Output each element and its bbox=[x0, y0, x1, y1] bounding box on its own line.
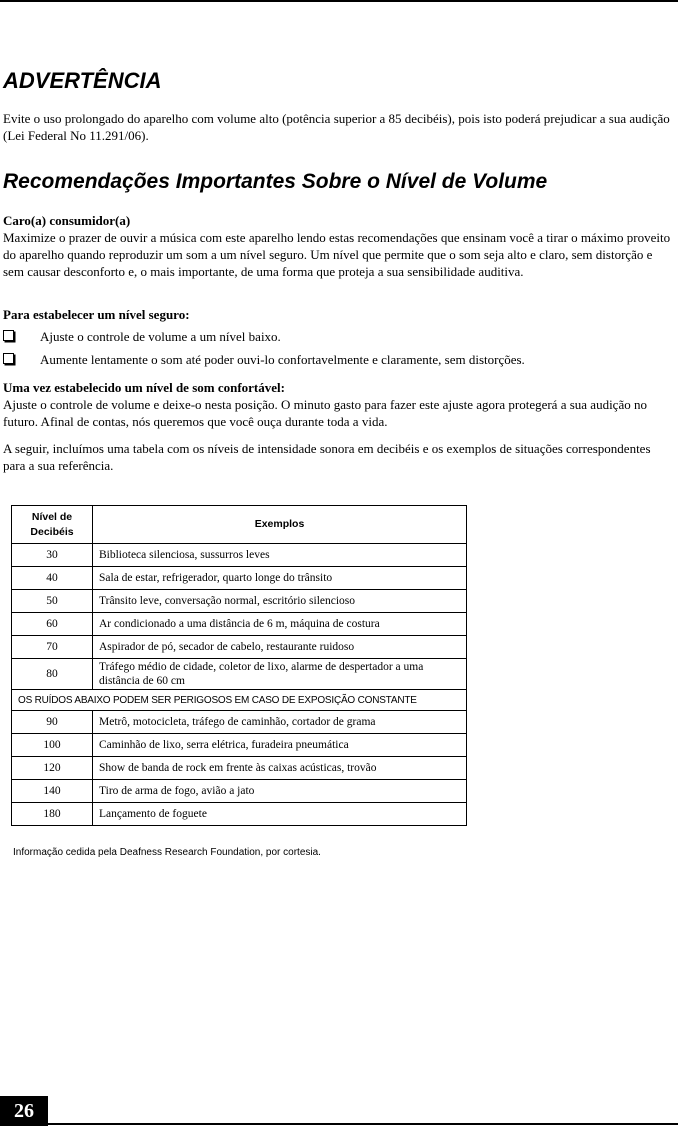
example-cell: Lançamento de foguete bbox=[93, 803, 467, 826]
table-row bbox=[12, 544, 467, 567]
example-cell: Show de banda de rock em frente às caixas acústicas, trovão bbox=[93, 757, 467, 780]
decibel-cell: 70 bbox=[12, 636, 93, 659]
example-cell: Trânsito leve, conversação normal, escritório silencioso bbox=[93, 590, 467, 613]
checkbox-icon bbox=[3, 353, 14, 364]
warning-text: Evite o uso prolongado do aparelho com volume alto (potência superior a 85 decibéis), pois isto poderá prejudicar a sua audição (Lei Federal No 11.291/06). bbox=[3, 111, 670, 143]
table-row bbox=[12, 757, 467, 780]
decibel-cell: 80 bbox=[12, 659, 93, 690]
table-row bbox=[12, 780, 467, 803]
comfort-label: Uma vez estabelecido um nível de som confortável: bbox=[3, 380, 285, 395]
intro-text: Maximize o prazer de ouvir a música com este aparelho lendo estas recomendações que ensinam você a tirar o máximo proveito do aparelho quando reproduzir um som a um nível seguro. Um nível que permite que o som seja alto e claro, sem distorção e sem causar desconforto e, o mais importante, de uma forma que proteja a sua sensibilidade auditiva. bbox=[3, 230, 671, 279]
example-cell: Aspirador de pó, secador de cabelo, restaurante ruidoso bbox=[93, 636, 467, 659]
table-row bbox=[12, 567, 467, 590]
table-row bbox=[12, 636, 467, 659]
warning-cell: OS RUÍDOS ABAIXO PODEM SER PERIGOSOS EM CASO DE EXPOSIÇÃO CONSTANTE bbox=[12, 690, 467, 711]
warning-row bbox=[12, 690, 467, 711]
example-cell: Caminhão de lixo, serra elétrica, furadeira pneumática bbox=[93, 734, 467, 757]
decibel-cell: 60 bbox=[12, 613, 93, 636]
table-row bbox=[12, 734, 467, 757]
header-decibels: Nível de Decibéis bbox=[12, 506, 93, 544]
table-intro: A seguir, incluímos uma tabela com os níveis de intensidade sonora em decibéis e os exemplos de situações correspondentes para a sua referência. bbox=[3, 441, 651, 473]
recommendations-title: Recomendações Importantes Sobre o Nível de Volume bbox=[3, 170, 548, 193]
decibel-table bbox=[11, 505, 467, 826]
decibel-cell: 100 bbox=[12, 734, 93, 757]
safe-level-label: Para estabelecer um nível seguro: bbox=[3, 307, 190, 322]
example-cell: Tiro de arma de fogo, avião a jato bbox=[93, 780, 467, 803]
table-row bbox=[12, 711, 467, 734]
header-examples: Exemplos bbox=[93, 506, 467, 544]
checkbox-icon bbox=[3, 330, 14, 341]
decibel-cell: 140 bbox=[12, 780, 93, 803]
decibel-cell: 30 bbox=[12, 544, 93, 567]
decibel-cell: 120 bbox=[12, 757, 93, 780]
table-credit: Informação cedida pela Deafness Research Foundation, por cortesia. bbox=[13, 847, 321, 858]
example-cell: Sala de estar, refrigerador, quarto longe do trânsito bbox=[93, 567, 467, 590]
page-number: 26 bbox=[0, 1096, 48, 1126]
step-text: Ajuste o controle de volume a um nível baixo. bbox=[40, 329, 281, 344]
example-cell: Ar condicionado a uma distância de 6 m, máquina de costura bbox=[93, 613, 467, 636]
decibel-cell: 90 bbox=[12, 711, 93, 734]
table-header-row bbox=[12, 506, 467, 544]
table-row bbox=[12, 803, 467, 826]
decibel-cell: 40 bbox=[12, 567, 93, 590]
top-rule bbox=[0, 0, 678, 2]
table-row bbox=[12, 659, 467, 690]
comfort-text: Ajuste o controle de volume e deixe-o nesta posição. O minuto gasto para fazer este ajuste agora protegerá a sua audição no futuro. Afinal de contas, nós queremos que você ouça durante toda a vida. bbox=[3, 397, 647, 429]
step-text: Aumente lentamente o som até poder ouvi-lo confortavelmente e claramente, sem distorções. bbox=[40, 352, 525, 367]
bottom-rule bbox=[48, 1123, 678, 1125]
consumer-label: Caro(a) consumidor(a) bbox=[3, 213, 131, 228]
decibel-cell: 50 bbox=[12, 590, 93, 613]
table-row bbox=[12, 613, 467, 636]
example-cell: Metrô, motocicleta, tráfego de caminhão, cortador de grama bbox=[93, 711, 467, 734]
example-cell: Tráfego médio de cidade, coletor de lixo, alarme de despertador a uma distância de 60 cm bbox=[93, 659, 467, 690]
warning-title: ADVERTÊNCIA bbox=[3, 68, 162, 93]
decibel-cell: 180 bbox=[12, 803, 93, 826]
example-cell: Biblioteca silenciosa, sussurros leves bbox=[93, 544, 467, 567]
table-row bbox=[12, 590, 467, 613]
